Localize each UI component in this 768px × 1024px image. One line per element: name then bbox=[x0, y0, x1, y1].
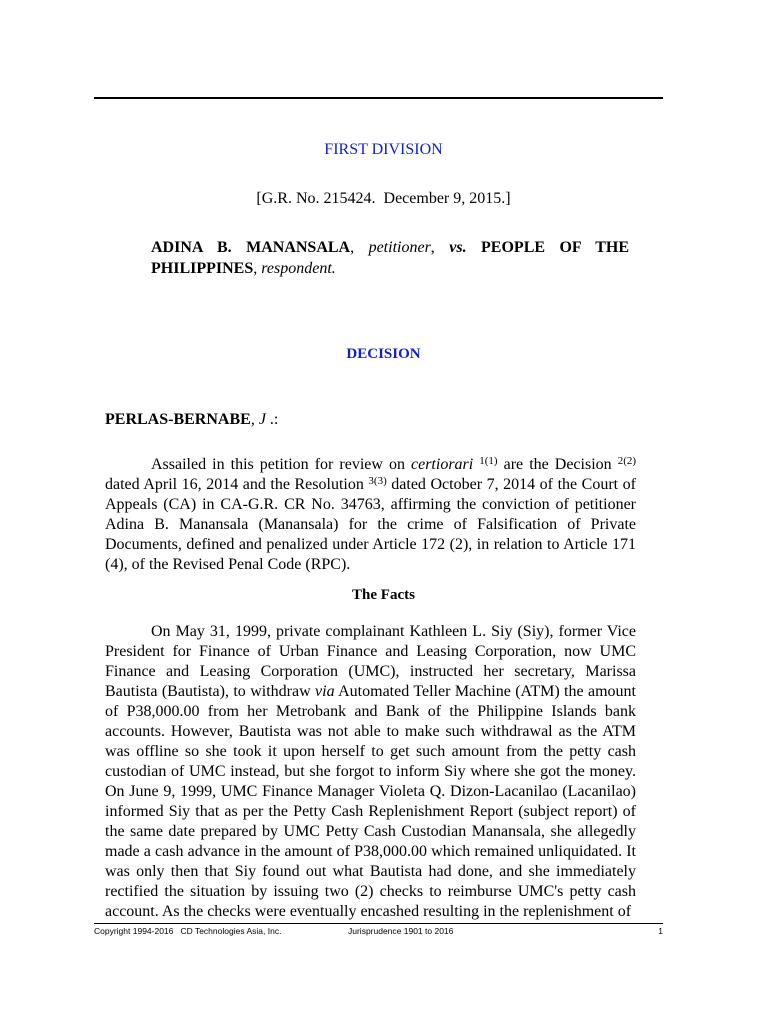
versus: vs. bbox=[449, 239, 467, 256]
footnote-ref-3[interactable]: 3(3) bbox=[368, 475, 387, 487]
paragraph-2-text-b: Automated Teller Machine (ATM) the amount of P38,000.00 from her Metrobank and Bank of the Philippine Islands bank accounts. However, Bautista was not able to make such withdrawal as the ATM was offline so she took it upon herself to get such amount from the petty cash custodian of UMC instead, but she forgot to inform Siy where she got the money. On June 9, 1999, UMC Finance Manager Violeta Q. Dizon-Lacanilao (Lacanilao) informed Siy that as per the Petty Cash Replenishment Report (subject report) of the same date prepared by UMC Petty Cash Custodian Manansala, she allegedly made a cash advance in the amount of P38,000.00 which remained unliquidated. It was only then that Siy found out what Bautista had done, and she immediately rectified the situation by issuing two (2) checks to reimburse UMC's petty cash account. As the checks were eventually encashed resulting in the replenishment of bbox=[105, 683, 637, 920]
paragraph-1 bbox=[105, 455, 636, 575]
petitioner-role: petitioner bbox=[368, 239, 431, 256]
respondent-name-2: PHILIPPINES bbox=[151, 260, 254, 277]
paragraph-2-text-a: On May 31, 1999, private complainant Kathleen L. Siy (Siy), former Vice President for Finance of Urban Finance and Leasing Corporation, now UMC Finance and Leasing Corporation (UMC), instructed her secretary, Marissa Bautista (Bautista), to withdraw bbox=[105, 623, 636, 700]
footnote-ref-1[interactable]: 1(1) bbox=[479, 455, 498, 467]
case-number: [G.R. No. 215424. December 9, 2015.] bbox=[256, 190, 511, 207]
paragraph-1-text-b: are the Decision bbox=[497, 456, 618, 473]
ponente-title: J bbox=[258, 411, 266, 428]
certiorari-term: certiorari bbox=[411, 456, 474, 473]
via-term: via bbox=[315, 683, 335, 700]
footnote-ref-2[interactable]: 2(2) bbox=[617, 455, 637, 467]
footer-rule bbox=[94, 923, 663, 924]
case-parties: ADINA B. MANANSALA, petitioner, vs. PEOPLE OF THE PHILIPPINES, respondent. bbox=[151, 239, 630, 277]
footer-jurisprudence: Jurisprudence 1901 to 2016 bbox=[348, 926, 454, 936]
paragraph-1-text-d: dated October 7, 2014 of the Court of Appeals (CA) in CA-G.R. CR No. 34763, affirming the conviction of petitioner Adina B. Manansala (Manansala) for the crime of Falsification of Private Documents, defined and penalized under Article 172 (2), in relation to Article 171 (4), of the Revised Penal Code (RPC). bbox=[105, 476, 636, 573]
paragraph-2 bbox=[105, 622, 636, 922]
ponente: PERLAS-BERNABE, J .: bbox=[105, 411, 279, 428]
footer-copyright: Copyright 1994-2016 CD Technologies Asia, Inc. bbox=[94, 926, 282, 936]
respondent-name-1: PEOPLE OF THE bbox=[481, 239, 630, 256]
paragraph-1-text-c: dated April 16, 2014 and the Resolution bbox=[105, 476, 369, 493]
division-heading: FIRST DIVISION bbox=[324, 141, 443, 158]
paragraph-1-text-a: Assailed in this petition for review on bbox=[151, 456, 411, 473]
header-rule bbox=[94, 97, 663, 99]
respondent-role: respondent. bbox=[261, 260, 336, 277]
ponente-name: PERLAS-BERNABE bbox=[105, 411, 251, 428]
page-number: 1 bbox=[658, 926, 663, 936]
facts-heading: The Facts bbox=[352, 587, 415, 603]
decision-heading: DECISION bbox=[346, 346, 421, 362]
petitioner-name: ADINA B. MANANSALA bbox=[151, 239, 351, 256]
parties-line-1: ADINA B. MANANSALA, petitioner, vs. PEOPLE OF THE bbox=[151, 239, 630, 256]
